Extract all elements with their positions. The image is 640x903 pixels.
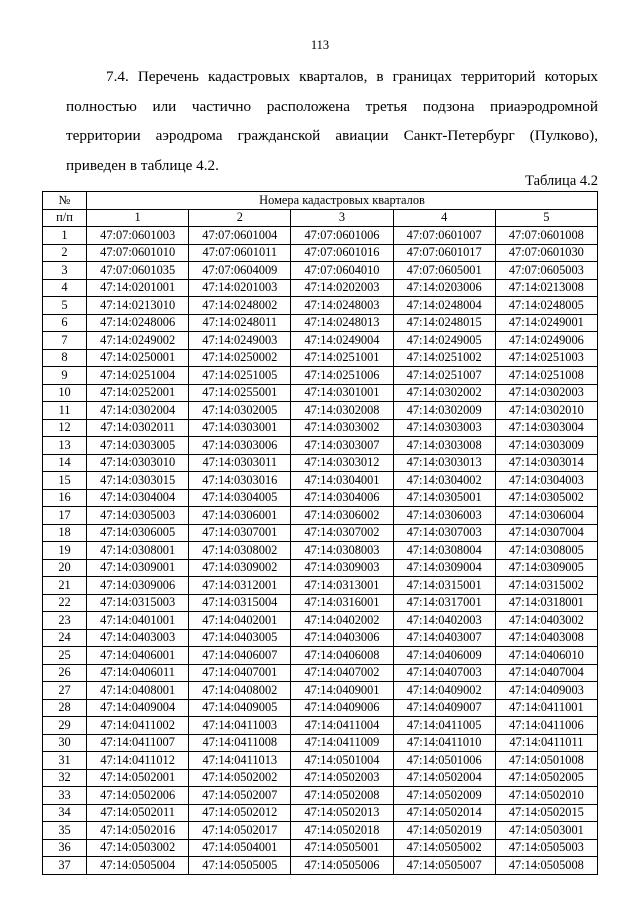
cadastral-number-cell: 47:14:0502001 <box>87 769 189 787</box>
cadastral-number-cell: 47:14:0411013 <box>189 752 291 770</box>
row-number-cell: 2 <box>43 244 87 262</box>
num-subheader: п/п <box>43 209 87 227</box>
cadastral-number-cell: 47:14:0251003 <box>495 349 597 367</box>
cadastral-number-cell: 47:14:0302010 <box>495 402 597 420</box>
cadastral-number-cell: 47:14:0409007 <box>393 699 495 717</box>
table-row <box>43 332 598 350</box>
cadastral-number-cell: 47:14:0505008 <box>495 857 597 875</box>
cadastral-number-cell: 47:14:0304003 <box>495 472 597 490</box>
cadastral-number-cell: 47:14:0302003 <box>495 384 597 402</box>
cadastral-number-cell: 47:14:0411008 <box>189 734 291 752</box>
row-number-cell: 35 <box>43 822 87 840</box>
row-number-cell: 9 <box>43 367 87 385</box>
table-row <box>43 699 598 717</box>
cadastral-number-cell: 47:14:0213010 <box>87 297 189 315</box>
row-number-cell: 13 <box>43 437 87 455</box>
cadastral-number-cell: 47:14:0303016 <box>189 472 291 490</box>
cadastral-number-cell: 47:14:0406007 <box>189 647 291 665</box>
cadastral-number-cell: 47:14:0505001 <box>291 839 393 857</box>
cadastral-number-cell: 47:14:0303014 <box>495 454 597 472</box>
cadastral-number-cell: 47:07:0601016 <box>291 244 393 262</box>
cadastral-number-cell: 47:14:0315001 <box>393 577 495 595</box>
cadastral-number-cell: 47:14:0406001 <box>87 647 189 665</box>
cadastral-number-cell: 47:14:0308001 <box>87 542 189 560</box>
cadastral-number-cell: 47:14:0402001 <box>189 612 291 630</box>
cadastral-number-cell: 47:14:0403003 <box>87 629 189 647</box>
cadastral-number-cell: 47:14:0503001 <box>495 822 597 840</box>
cadastral-number-cell: 47:14:0248011 <box>189 314 291 332</box>
table-row <box>43 262 598 280</box>
cadastral-number-cell: 47:14:0251005 <box>189 367 291 385</box>
cadastral-number-cell: 47:14:0305002 <box>495 489 597 507</box>
row-number-cell: 14 <box>43 454 87 472</box>
row-number-cell: 7 <box>43 332 87 350</box>
table-row <box>43 542 598 560</box>
table-row <box>43 314 598 332</box>
cadastral-number-cell: 47:14:0308004 <box>393 542 495 560</box>
table-row <box>43 559 598 577</box>
row-number-cell: 3 <box>43 262 87 280</box>
cadastral-number-cell: 47:14:0306001 <box>189 507 291 525</box>
row-number-cell: 17 <box>43 507 87 525</box>
row-number-cell: 23 <box>43 612 87 630</box>
cadastral-number-cell: 47:14:0302009 <box>393 402 495 420</box>
cadastral-number-cell: 47:14:0406009 <box>393 647 495 665</box>
table-row <box>43 804 598 822</box>
cadastral-number-cell: 47:14:0308002 <box>189 542 291 560</box>
table-caption: Таблица 4.2 <box>525 173 598 189</box>
cadastral-number-cell: 47:14:0251004 <box>87 367 189 385</box>
table-row <box>43 524 598 542</box>
row-number-cell: 15 <box>43 472 87 490</box>
row-number-cell: 12 <box>43 419 87 437</box>
cadastral-number-cell: 47:14:0317001 <box>393 594 495 612</box>
cadastral-number-cell: 47:14:0250002 <box>189 349 291 367</box>
cadastral-number-cell: 47:14:0309002 <box>189 559 291 577</box>
cadastral-number-cell: 47:14:0505004 <box>87 857 189 875</box>
cadastral-number-cell: 47:14:0401001 <box>87 612 189 630</box>
cadastral-number-cell: 47:14:0502018 <box>291 822 393 840</box>
cadastral-number-cell: 47:14:0202003 <box>291 279 393 297</box>
table-row <box>43 437 598 455</box>
cadastral-number-cell: 47:14:0303001 <box>189 419 291 437</box>
row-number-cell: 30 <box>43 734 87 752</box>
cadastral-number-cell: 47:14:0306002 <box>291 507 393 525</box>
cadastral-number-cell: 47:14:0411001 <box>495 699 597 717</box>
cadastral-number-cell: 47:14:0504001 <box>189 839 291 857</box>
cadastral-number-cell: 47:14:0505002 <box>393 839 495 857</box>
cadastral-number-cell: 47:14:0502002 <box>189 769 291 787</box>
cadastral-number-cell: 47:14:0251007 <box>393 367 495 385</box>
cadastral-number-cell: 47:14:0501006 <box>393 752 495 770</box>
table-row <box>43 507 598 525</box>
cadastral-number-cell: 47:14:0403008 <box>495 629 597 647</box>
row-number-cell: 8 <box>43 349 87 367</box>
column-header: 4 <box>393 209 495 227</box>
cadastral-number-cell: 47:14:0408002 <box>189 682 291 700</box>
column-header: 5 <box>495 209 597 227</box>
cadastral-number-cell: 47:14:0409005 <box>189 699 291 717</box>
row-number-cell: 32 <box>43 769 87 787</box>
table-row <box>43 419 598 437</box>
cadastral-number-cell: 47:14:0248005 <box>495 297 597 315</box>
cadastral-number-cell: 47:14:0213008 <box>495 279 597 297</box>
row-number-cell: 26 <box>43 664 87 682</box>
cadastral-number-cell: 47:14:0502014 <box>393 804 495 822</box>
row-number-cell: 29 <box>43 717 87 735</box>
cadastral-number-cell: 47:14:0305001 <box>393 489 495 507</box>
row-number-cell: 18 <box>43 524 87 542</box>
table-row <box>43 647 598 665</box>
cadastral-number-cell: 47:14:0409002 <box>393 682 495 700</box>
cadastral-number-cell: 47:14:0303003 <box>393 419 495 437</box>
cadastral-number-cell: 47:14:0306003 <box>393 507 495 525</box>
cadastral-number-cell: 47:14:0406008 <box>291 647 393 665</box>
row-number-cell: 34 <box>43 804 87 822</box>
table-row <box>43 769 598 787</box>
cadastral-number-cell: 47:14:0502012 <box>189 804 291 822</box>
cadastral-number-cell: 47:14:0411003 <box>189 717 291 735</box>
row-number-cell: 19 <box>43 542 87 560</box>
group-header: Номера кадастровых кварталов <box>87 192 598 210</box>
cadastral-number-cell: 47:14:0403007 <box>393 629 495 647</box>
row-number-cell: 37 <box>43 857 87 875</box>
table-row <box>43 577 598 595</box>
cadastral-number-cell: 47:14:0411005 <box>393 717 495 735</box>
cadastral-number-cell: 47:14:0251008 <box>495 367 597 385</box>
cadastral-number-cell: 47:14:0312001 <box>189 577 291 595</box>
table-row <box>43 787 598 805</box>
cadastral-number-cell: 47:14:0249006 <box>495 332 597 350</box>
cadastral-number-cell: 47:14:0403002 <box>495 612 597 630</box>
cadastral-number-cell: 47:07:0601006 <box>291 227 393 245</box>
cadastral-number-cell: 47:14:0307001 <box>189 524 291 542</box>
cadastral-number-cell: 47:14:0304006 <box>291 489 393 507</box>
cadastral-number-cell: 47:07:0605003 <box>495 262 597 280</box>
cadastral-number-cell: 47:14:0250001 <box>87 349 189 367</box>
table-header-row <box>43 192 598 210</box>
cadastral-number-cell: 47:14:0303004 <box>495 419 597 437</box>
cadastral-number-cell: 47:14:0203006 <box>393 279 495 297</box>
cadastral-number-cell: 47:14:0308005 <box>495 542 597 560</box>
cadastral-number-cell: 47:14:0411009 <box>291 734 393 752</box>
row-number-cell: 22 <box>43 594 87 612</box>
cadastral-number-cell: 47:14:0248006 <box>87 314 189 332</box>
cadastral-number-cell: 47:14:0303015 <box>87 472 189 490</box>
cadastral-number-cell: 47:14:0505005 <box>189 857 291 875</box>
cadastral-number-cell: 47:14:0303007 <box>291 437 393 455</box>
num-header: № <box>43 192 87 210</box>
cadastral-number-cell: 47:14:0411004 <box>291 717 393 735</box>
cadastral-number-cell: 47:14:0502011 <box>87 804 189 822</box>
table-row <box>43 367 598 385</box>
cadastral-number-cell: 47:14:0304002 <box>393 472 495 490</box>
cadastral-number-cell: 47:07:0601010 <box>87 244 189 262</box>
row-number-cell: 1 <box>43 227 87 245</box>
row-number-cell: 11 <box>43 402 87 420</box>
cadastral-number-cell: 47:14:0505003 <box>495 839 597 857</box>
cadastral-number-cell: 47:07:0601007 <box>393 227 495 245</box>
cadastral-number-cell: 47:14:0306004 <box>495 507 597 525</box>
cadastral-number-cell: 47:14:0406010 <box>495 647 597 665</box>
cadastral-number-cell: 47:14:0251006 <box>291 367 393 385</box>
table-row <box>43 822 598 840</box>
cadastral-number-cell: 47:07:0601008 <box>495 227 597 245</box>
cadastral-number-cell: 47:14:0502004 <box>393 769 495 787</box>
cadastral-number-cell: 47:14:0505006 <box>291 857 393 875</box>
cadastral-number-cell: 47:14:0304001 <box>291 472 393 490</box>
cadastral-number-cell: 47:14:0503002 <box>87 839 189 857</box>
cadastral-number-cell: 47:14:0409001 <box>291 682 393 700</box>
cadastral-number-cell: 47:07:0604009 <box>189 262 291 280</box>
cadastral-number-cell: 47:14:0411002 <box>87 717 189 735</box>
cadastral-number-cell: 47:14:0201003 <box>189 279 291 297</box>
cadastral-number-cell: 47:14:0302008 <box>291 402 393 420</box>
table-subheader-row <box>43 209 598 227</box>
paragraph-line: 7.4. Перечень кадастровых кварталов, в границах территорий которых <box>106 68 598 85</box>
table-row <box>43 454 598 472</box>
cadastral-number-cell: 47:14:0502008 <box>291 787 393 805</box>
table-row <box>43 612 598 630</box>
cadastral-number-cell: 47:14:0502013 <box>291 804 393 822</box>
cadastral-number-cell: 47:14:0249004 <box>291 332 393 350</box>
cadastral-number-cell: 47:07:0601017 <box>393 244 495 262</box>
cadastral-number-cell: 47:14:0251001 <box>291 349 393 367</box>
cadastral-number-cell: 47:14:0301001 <box>291 384 393 402</box>
cadastral-number-cell: 47:14:0316001 <box>291 594 393 612</box>
cadastral-number-cell: 47:14:0505007 <box>393 857 495 875</box>
cadastral-number-cell: 47:07:0604010 <box>291 262 393 280</box>
cadastral-number-cell: 47:14:0249002 <box>87 332 189 350</box>
cadastral-number-cell: 47:14:0407002 <box>291 664 393 682</box>
cadastral-number-cell: 47:14:0249001 <box>495 314 597 332</box>
cadastral-number-cell: 47:14:0502019 <box>393 822 495 840</box>
cadastral-number-cell: 47:14:0502005 <box>495 769 597 787</box>
cadastral-number-cell: 47:14:0409003 <box>495 682 597 700</box>
cadastral-number-cell: 47:14:0303009 <box>495 437 597 455</box>
cadastral-number-cell: 47:14:0306005 <box>87 524 189 542</box>
cadastral-number-cell: 47:07:0605001 <box>393 262 495 280</box>
cadastral-number-cell: 47:14:0309005 <box>495 559 597 577</box>
cadastral-number-cell: 47:14:0411011 <box>495 734 597 752</box>
table-row <box>43 752 598 770</box>
intro-paragraph <box>66 62 598 180</box>
row-number-cell: 6 <box>43 314 87 332</box>
table-row <box>43 857 598 875</box>
row-number-cell: 21 <box>43 577 87 595</box>
column-header: 3 <box>291 209 393 227</box>
column-header: 1 <box>87 209 189 227</box>
row-number-cell: 25 <box>43 647 87 665</box>
cadastral-number-cell: 47:14:0407003 <box>393 664 495 682</box>
cadastral-number-cell: 47:14:0407004 <box>495 664 597 682</box>
cadastral-number-cell: 47:14:0249005 <box>393 332 495 350</box>
table-row <box>43 402 598 420</box>
table-row <box>43 839 598 857</box>
cadastral-number-cell: 47:14:0315004 <box>189 594 291 612</box>
page-number: 113 <box>310 38 330 52</box>
table-row <box>43 297 598 315</box>
cadastral-number-cell: 47:14:0409006 <box>291 699 393 717</box>
cadastral-number-cell: 47:14:0502015 <box>495 804 597 822</box>
cadastral-number-cell: 47:14:0305003 <box>87 507 189 525</box>
cadastral-number-cell: 47:14:0303006 <box>189 437 291 455</box>
row-number-cell: 31 <box>43 752 87 770</box>
paragraph-line: полностью или частично расположена третья подзона приаэродромной <box>66 97 598 115</box>
cadastral-number-cell: 47:14:0502006 <box>87 787 189 805</box>
cadastral-number-cell: 47:14:0406011 <box>87 664 189 682</box>
cadastral-number-cell: 47:14:0248002 <box>189 297 291 315</box>
cadastral-quarters-table <box>42 191 598 875</box>
table-row <box>43 279 598 297</box>
cadastral-number-cell: 47:14:0307004 <box>495 524 597 542</box>
cadastral-number-cell: 47:14:0303002 <box>291 419 393 437</box>
cadastral-number-cell: 47:14:0408001 <box>87 682 189 700</box>
cadastral-number-cell: 47:14:0411006 <box>495 717 597 735</box>
cadastral-number-cell: 47:14:0411007 <box>87 734 189 752</box>
column-header: 2 <box>189 209 291 227</box>
cadastral-number-cell: 47:14:0303008 <box>393 437 495 455</box>
cadastral-number-cell: 47:14:0303011 <box>189 454 291 472</box>
cadastral-number-cell: 47:14:0403005 <box>189 629 291 647</box>
cadastral-number-cell: 47:14:0502009 <box>393 787 495 805</box>
cadastral-number-cell: 47:14:0302004 <box>87 402 189 420</box>
paragraph-line: приведен в таблице 4.2. <box>66 156 219 174</box>
cadastral-number-cell: 47:14:0403006 <box>291 629 393 647</box>
cadastral-number-cell: 47:07:0601030 <box>495 244 597 262</box>
cadastral-number-cell: 47:07:0601003 <box>87 227 189 245</box>
row-number-cell: 33 <box>43 787 87 805</box>
cadastral-number-cell: 47:14:0255001 <box>189 384 291 402</box>
cadastral-number-cell: 47:14:0313001 <box>291 577 393 595</box>
cadastral-number-cell: 47:14:0303010 <box>87 454 189 472</box>
cadastral-number-cell: 47:14:0309006 <box>87 577 189 595</box>
table-row <box>43 734 598 752</box>
table-row <box>43 489 598 507</box>
table-row <box>43 664 598 682</box>
cadastral-number-cell: 47:14:0302005 <box>189 402 291 420</box>
row-number-cell: 10 <box>43 384 87 402</box>
cadastral-number-cell: 47:14:0249003 <box>189 332 291 350</box>
table-row <box>43 227 598 245</box>
table-row <box>43 384 598 402</box>
row-number-cell: 24 <box>43 629 87 647</box>
cadastral-number-cell: 47:14:0303013 <box>393 454 495 472</box>
cadastral-number-cell: 47:14:0502017 <box>189 822 291 840</box>
cadastral-number-cell: 47:14:0302002 <box>393 384 495 402</box>
cadastral-number-cell: 47:14:0307003 <box>393 524 495 542</box>
cadastral-number-cell: 47:14:0502010 <box>495 787 597 805</box>
cadastral-number-cell: 47:14:0407001 <box>189 664 291 682</box>
row-number-cell: 27 <box>43 682 87 700</box>
cadastral-number-cell: 47:14:0502016 <box>87 822 189 840</box>
cadastral-number-cell: 47:14:0248013 <box>291 314 393 332</box>
cadastral-number-cell: 47:07:0601035 <box>87 262 189 280</box>
cadastral-number-cell: 47:14:0502007 <box>189 787 291 805</box>
table-row <box>43 629 598 647</box>
table-row <box>43 472 598 490</box>
row-number-cell: 36 <box>43 839 87 857</box>
row-number-cell: 5 <box>43 297 87 315</box>
row-number-cell: 16 <box>43 489 87 507</box>
cadastral-number-cell: 47:14:0315002 <box>495 577 597 595</box>
cadastral-number-cell: 47:14:0309001 <box>87 559 189 577</box>
row-number-cell: 20 <box>43 559 87 577</box>
cadastral-number-cell: 47:14:0304005 <box>189 489 291 507</box>
cadastral-number-cell: 47:14:0252001 <box>87 384 189 402</box>
cadastral-number-cell: 47:14:0501004 <box>291 752 393 770</box>
cadastral-number-cell: 47:14:0302011 <box>87 419 189 437</box>
row-number-cell: 28 <box>43 699 87 717</box>
table-row <box>43 717 598 735</box>
table-row <box>43 682 598 700</box>
cadastral-number-cell: 47:07:0601004 <box>189 227 291 245</box>
cadastral-number-cell: 47:07:0601011 <box>189 244 291 262</box>
cadastral-number-cell: 47:14:0502003 <box>291 769 393 787</box>
cadastral-number-cell: 47:14:0303005 <box>87 437 189 455</box>
cadastral-number-cell: 47:14:0411012 <box>87 752 189 770</box>
cadastral-number-cell: 47:14:0251002 <box>393 349 495 367</box>
table-row <box>43 594 598 612</box>
cadastral-number-cell: 47:14:0248003 <box>291 297 393 315</box>
cadastral-number-cell: 47:14:0318001 <box>495 594 597 612</box>
cadastral-number-cell: 47:14:0248004 <box>393 297 495 315</box>
cadastral-number-cell: 47:14:0303012 <box>291 454 393 472</box>
cadastral-number-cell: 47:14:0409004 <box>87 699 189 717</box>
cadastral-number-cell: 47:14:0309004 <box>393 559 495 577</box>
row-number-cell: 4 <box>43 279 87 297</box>
table-row <box>43 349 598 367</box>
cadastral-number-cell: 47:14:0315003 <box>87 594 189 612</box>
cadastral-number-cell: 47:14:0411010 <box>393 734 495 752</box>
cadastral-number-cell: 47:14:0309003 <box>291 559 393 577</box>
table-body <box>43 227 598 875</box>
cadastral-number-cell: 47:14:0308003 <box>291 542 393 560</box>
cadastral-number-cell: 47:14:0402002 <box>291 612 393 630</box>
cadastral-number-cell: 47:14:0304004 <box>87 489 189 507</box>
cadastral-number-cell: 47:14:0248015 <box>393 314 495 332</box>
cadastral-number-cell: 47:14:0402003 <box>393 612 495 630</box>
paragraph-line: территории аэродрома гражданской авиации Санкт-Петербург (Пулково), <box>66 127 598 144</box>
table-row <box>43 244 598 262</box>
cadastral-number-cell: 47:14:0201001 <box>87 279 189 297</box>
cadastral-number-cell: 47:14:0307002 <box>291 524 393 542</box>
cadastral-number-cell: 47:14:0501008 <box>495 752 597 770</box>
